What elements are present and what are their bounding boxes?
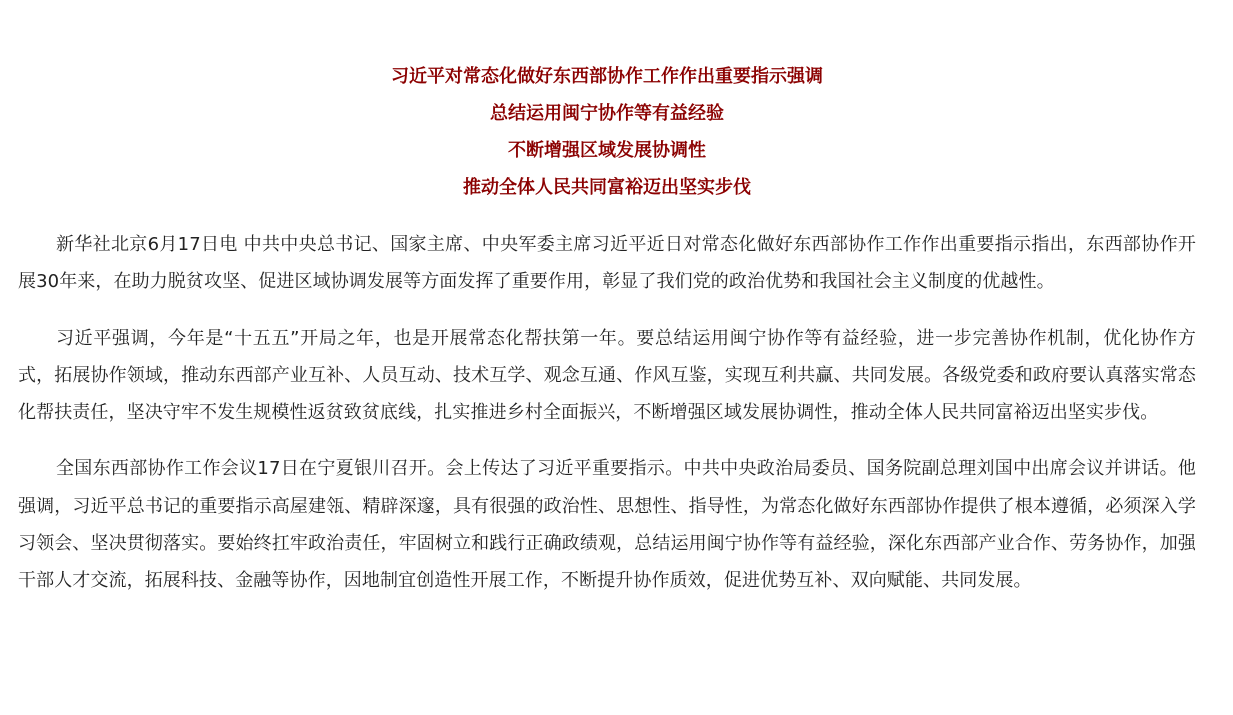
headline-line-2: 总结运用闽宁协作等有益经验 <box>490 103 724 124</box>
paragraph-2: 习近平强调，今年是“十五五”开局之年，也是开展常态化帮扶第一年。要总结运用闽宁协作等有益经验，进一步完善协作机制，优化协作方式，拓展协作领域，推动东西部产业互补、人员互动、技术互学、观念互通、作风互鉴，实现互利共赢、共同发展。各级党委和政府要认真落实常态化帮扶责任，坚决守牢不发生规模性返贫致贫底线，扎实推进乡村全面振兴，不断增强区域发展协调性，推动全体人民共同富裕迈出坚实步伐。 <box>18 327 1196 424</box>
headline-line-3: 不断增强区域发展协调性 <box>508 140 706 161</box>
headline-line-1: 习近平对常态化做好东西部协作工作作出重要指示强调 <box>391 66 823 87</box>
headline-line-4: 推动全体人民共同富裕迈出坚实步伐 <box>463 177 751 198</box>
article-headline <box>18 0 1196 206</box>
paragraph-3: 全国东西部协作工作会议17日在宁夏银川召开。会上传达了习近平重要指示。中共中央政治局委员、国务院副总理刘国中出席会议并讲话。他强调，习近平总书记的重要指示高屋建瓴、精辟深邃，具有很强的政治性、思想性、指导性，为常态化做好东西部协作提供了根本遵循，必须深入学习领会、坚决贯彻落实。要始终扛牢政治责任，牢固树立和践行正确政绩观，总结运用闽宁协作等有益经验，深化东西部产业合作、劳务协作，加强干部人才交流，拓展科技、金融等协作，因地制宜创造性开展工作，不断提升协作质效，促进优势互补、双向赋能、共同发展。 <box>18 458 1196 592</box>
article-body <box>18 226 1196 600</box>
paragraph-1: 新华社北京6月17日电 中共中央总书记、国家主席、中央军委主席习近平近日对常态化做好东西部协作工作作出重要指示指出，东西部协作开展30年来，在助力脱贫攻坚、促进区域协调发展等方面发挥了重要作用，彰显了我们党的政治优势和我国社会主义制度的优越性。 <box>18 234 1196 293</box>
